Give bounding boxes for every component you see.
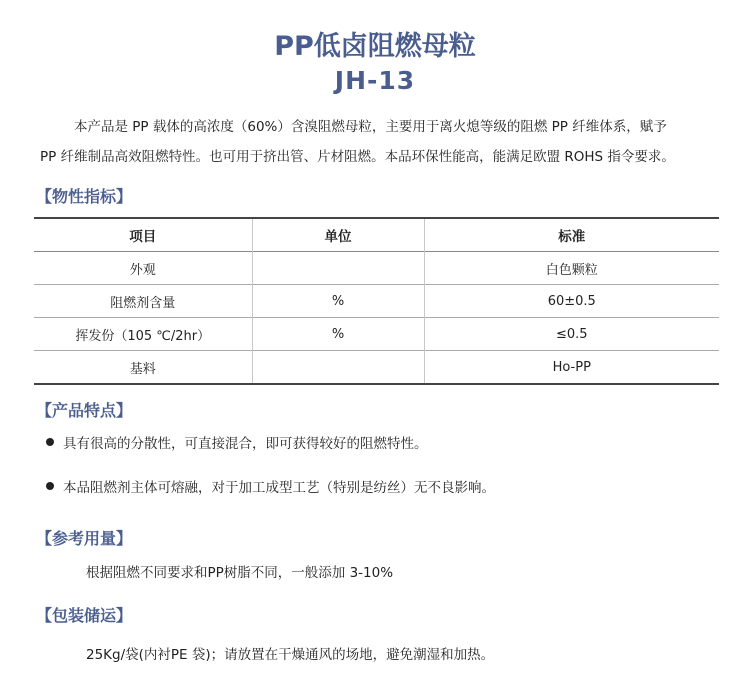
properties-table xyxy=(34,217,719,385)
table-cell xyxy=(252,351,424,385)
product-title: PP低卤阻燃母粒 xyxy=(274,31,476,62)
table-cell: ≤0.5 xyxy=(424,318,719,351)
product-model: JH-13 xyxy=(334,66,416,95)
feature-text: 本品阻燃剂主体可熔融，对于加工成型工艺（特别是纺丝）无不良影响。 xyxy=(63,480,495,496)
feature-item xyxy=(46,432,428,452)
bullet-icon xyxy=(46,438,54,446)
table-row xyxy=(34,318,719,351)
table-row xyxy=(34,285,719,318)
table-cell: Ho-PP xyxy=(424,351,719,385)
table-cell xyxy=(252,252,424,285)
table-cell: 外观 xyxy=(129,262,156,278)
intro-paragraph xyxy=(40,112,720,172)
column-header-standard: 标准 xyxy=(424,218,719,252)
table-cell: 基料 xyxy=(129,361,156,377)
packaging-heading: 【包装储运】 xyxy=(36,606,133,625)
table-cell: 60±0.5 xyxy=(424,285,719,318)
dosage-heading: 【参考用量】 xyxy=(36,529,133,548)
table-cell: 挥发份（105 ℃/2hr） xyxy=(75,328,211,344)
feature-text: 具有很高的分散性，可直接混合，即可获得较好的阻燃特性。 xyxy=(63,436,428,452)
table-row xyxy=(34,351,719,385)
column-header-unit: 单位 xyxy=(252,218,424,252)
features-heading: 【产品特点】 xyxy=(36,401,133,420)
intro-line-1: 本产品是 PP 载体的高浓度（60%）含溴阻燃母粒，主要用于离火熄等级的阻燃 PP 纤维体系，赋予 xyxy=(74,119,667,135)
feature-item xyxy=(46,476,495,496)
intro-line-2: PP 纤维制品高效阻燃特性。也可用于挤出管、片材阻燃。本品环保性能高，能满足欧盟 ROHS 指令要求。 xyxy=(40,149,675,165)
properties-heading: 【物性指标】 xyxy=(36,187,133,206)
table-row xyxy=(34,252,719,285)
table-cell: 白色颗粒 xyxy=(424,252,719,285)
table-header-row xyxy=(34,218,719,252)
bullet-icon xyxy=(46,482,54,490)
column-header-item: 项目 xyxy=(129,229,157,245)
table-cell: % xyxy=(252,285,424,318)
table-cell: 阻燃剂含量 xyxy=(110,295,176,311)
packaging-text: 25Kg/袋(内衬PE 袋)；请放置在干燥通风的场地，避免潮湿和加热。 xyxy=(86,647,495,663)
table-cell: % xyxy=(252,318,424,351)
dosage-text: 根据阻燃不同要求和PP树脂不同，一般添加 3-10% xyxy=(86,565,394,581)
